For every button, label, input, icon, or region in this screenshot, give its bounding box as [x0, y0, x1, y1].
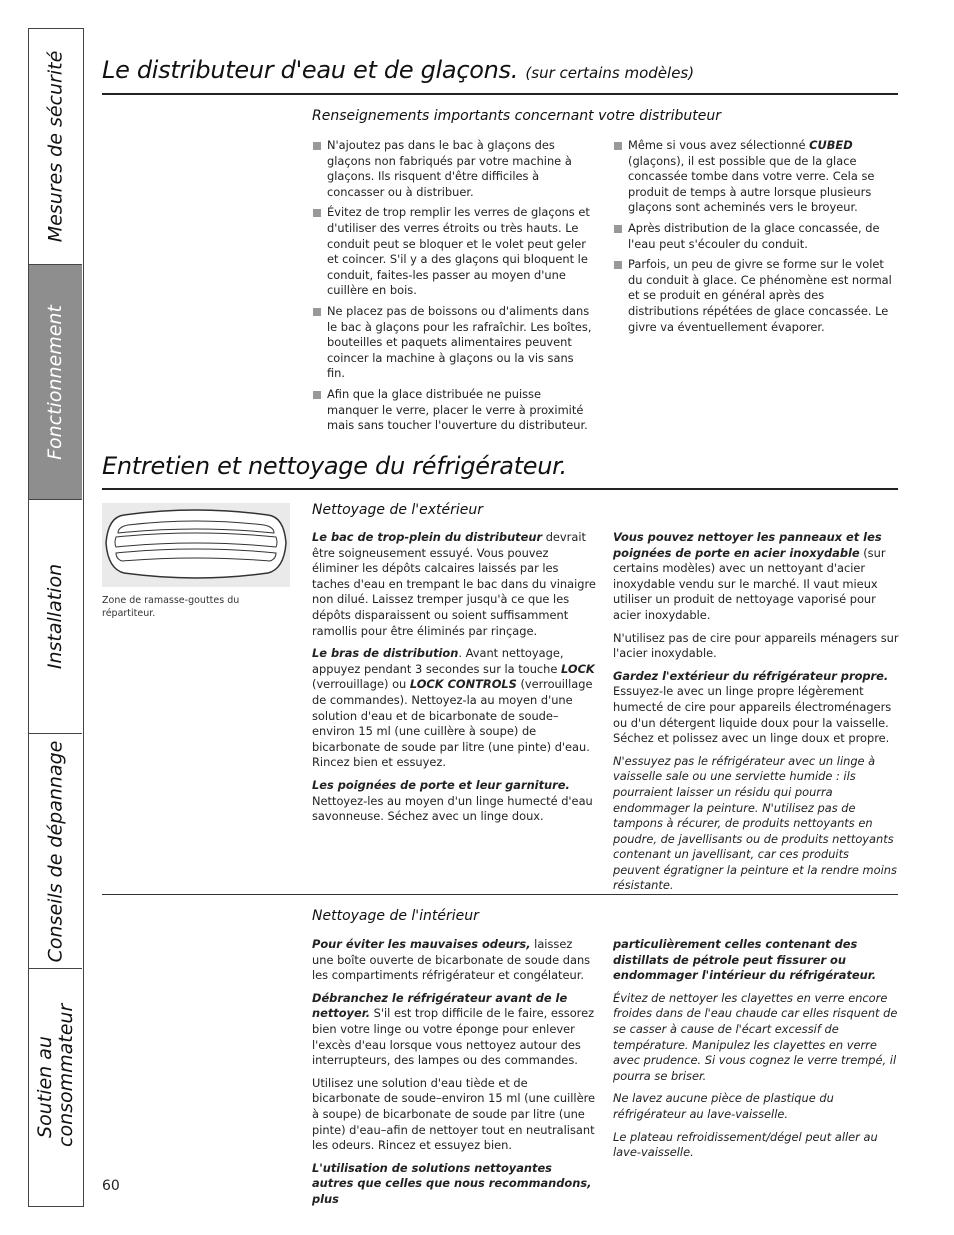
drip-tray-illustration [102, 503, 290, 587]
title-text: Le distributeur d'eau et de glaçons. [102, 56, 519, 84]
subheading-dispenser-info: Renseignements importants concernant votre distributeur [312, 108, 721, 124]
dispenser-right-column [613, 138, 897, 340]
tab-label: Conseils de dépannage [44, 740, 66, 962]
list-item: N'ajoutez pas dans le bac à glaçons des glaçons non fabriqués par votre machine à glaçons. Ils risquent d'être difficiles à concasser ou à distribuer. [312, 138, 592, 200]
paragraph: N'utilisez pas de cire pour appareils ménagers sur l'acier inoxydable. [613, 630, 899, 661]
list-item: Parfois, un peu de givre se forme sur le volet du conduit à glace. Ce phénomène est normal et se produit en général après des distributions répétées de glace concassée. Le givre va éventuellement évaporer. [613, 257, 897, 335]
subheading-exterior: Nettoyage de l'extérieur [312, 502, 484, 518]
interior-left-column [312, 937, 596, 1215]
tab-label: Installation [44, 563, 67, 670]
section-sidebar [28, 28, 84, 1207]
tab-label: Mesures de sécurité [44, 50, 66, 243]
exterior-right-column [613, 530, 899, 901]
list-item: Évitez de trop remplir les verres de glaçons et d'utiliser des verres étroits ou très hauts. Le conduit peut se bloquer et le volet peut geler et coincer. S'il y a des glaçons qui bloquent le conduit, faites-les passer au moyen d'une cuillère en bois. [312, 205, 592, 299]
paragraph: Le bac de trop-plein du distributeur devrait être soigneusement essuyé. Vous pouvez éliminer les dépôts calcaires laissés par les taches d'eau en trempant le bac dans du vinaigre non dilué. Laissez tremper jusqu'à ce que les dépôts disparaissent ou soient suffisamment ramollis pour être éliminés par rinçage. [312, 530, 596, 638]
list-item: Après distribution de la glace concassée, de l'eau peut s'écouler du conduit. [613, 221, 897, 252]
list-item: Ne placez pas de boissons ou d'aliments dans le bac à glaçons pour les rafraîchir. Les boîtes, bouteilles et paquets alimentaires peuvent coincer la machine à glaçons ou la vis sans fin. [312, 304, 592, 382]
paragraph: L'utilisation de solutions nettoyantes autres que celles que nous recommandons, plus [312, 1160, 592, 1206]
paragraph: Gardez l'extérieur du réfrigérateur propre. Essuyez-le avec un linge propre légèrement humecté de cire pour appareils électroménagers ou d'un détergent liquide doux pour la vaisselle. Séchez et polissez avec un linge doux et propre. [613, 668, 892, 746]
paragraph: particulièrement celles contenant des distillats de pétrole peut fissurer ou endommager l'intérieur du réfrigérateur. [613, 937, 877, 983]
subheading-interior: Nettoyage de l'intérieur [312, 908, 479, 924]
list-item: Même si vous avez sélectionné CUBED (glaçons), il est possible que de la glace concassée tombe dans votre verre. Cela se produit de temps à autre lorsque plusieurs glaçons sont acheminés vers le broyeur. [613, 138, 897, 216]
interior-right-column [613, 937, 899, 1168]
tab-label: Soutien au consommateur [33, 1003, 77, 1147]
paragraph: Le plateau refroidissement/dégel peut aller au lave-vaisselle. [613, 1129, 878, 1160]
paragraph: Les poignées de porte et leur garniture. Nettoyez-les au moyen d'un linge humecté d'eau savonneuse. Séchez avec un linge doux. [312, 777, 593, 824]
page-number: 60 [102, 1178, 120, 1194]
list-item: Afin que la glace distribuée ne puisse manquer le verre, placer le verre à proximité mais sans toucher l'ouverture du distributeur. [312, 387, 592, 434]
figure-caption: Zone de ramasse-gouttes du répartiteur. [102, 595, 240, 619]
paragraph: Pour éviter les mauvaises odeurs, laissez une boîte ouverte de bicarbonate de soude dans les compartiments réfrigérateur et congélateur. [312, 937, 591, 983]
tab-soutien-au-consommateur[interactable] [29, 969, 82, 1205]
section-rule [102, 488, 898, 490]
paragraph: Vous pouvez nettoyer les panneaux et les poignées de porte en acier inoxydable (sur certains modèles) avec un nettoyant d'acier inoxydable vendu sur le marché. Il vaut mieux utiliser un produit de nettoyage vaporisé pour acier inoxydable. [613, 530, 886, 622]
paragraph: N'essuyez pas le réfrigérateur avec un linge à vaisselle sale ou une serviette humide : ils pourraient laisser un résidu qui pourra endommager la peinture. N'utilisez pas de tampons à récurer, de produits nettoyants en poudre, de javellisants ou de produits nettoyants contenant un javellisant, car ces produits peuvent égratigner la peinture et la rendre moins résistante. [613, 753, 897, 893]
paragraph: Le bras de distribution. Avant nettoyage, appuyez pendant 3 secondes sur la touche LOCK (verrouillage) ou LOCK CONTROLS (verrouillage de commandes). Nettoyez-la au moyen d'une solution d'eau et de bicarbonate de soude– environ 15 ml (une cuillère à soupe) de bicarbonate de soude par litre (une pinte) d'eau. Rincez bien et essuyez. [312, 646, 595, 770]
tab-label: Fonctionnement [44, 304, 67, 460]
lock-controls-label: LOCK CONTROLS [409, 677, 517, 692]
exterior-left-column [312, 530, 596, 832]
lock-key-label: LOCK [561, 661, 595, 676]
paragraph: Utilisez une solution d'eau tiède et de bicarbonate de soude–environ 15 ml (une cuillère à soupe) de bicarbonate de soude par litre (une pinte) d'eau–afin de nettoyer tout en neutralisant les odeurs. Rincez et essuyez bien. [312, 1075, 596, 1153]
section-rule [102, 93, 898, 95]
tab-fonctionnement[interactable] [29, 265, 82, 500]
drip-tray-icon [102, 503, 290, 587]
tab-mesures-de-securite[interactable] [29, 29, 82, 265]
cubed-label: CUBED [809, 138, 853, 152]
section-title-dispenser [102, 56, 694, 84]
section-divider [102, 894, 898, 895]
paragraph: Débranchez le réfrigérateur avant de le nettoyer. S'il est trop difficile de le faire, essorez bien votre linge ou votre éponge pour enlever l'excès d'eau lorsque vous nettoyez autour des interrupteurs, des lampes ou des commandes. [312, 990, 595, 1068]
paragraph: Évitez de nettoyer les clayettes en verre encore froides dans de l'eau chaude car elles risquent de se casser à cause de l'écart excessif de température. Manipulez les clayettes en verre avec prudence. Si vous cognez le verre trempé, il pourra se briser. [613, 990, 898, 1083]
title-subtitle: (sur certains modèles) [525, 64, 695, 82]
section-title-cleaning: Entretien et nettoyage du réfrigérateur. [102, 452, 567, 480]
dispenser-left-column [312, 138, 592, 439]
tab-installation[interactable] [29, 500, 82, 734]
paragraph: Ne lavez aucune pièce de plastique du réfrigérateur au lave-vaisselle. [613, 1091, 834, 1121]
tab-conseils-de-depannage[interactable] [29, 734, 82, 969]
